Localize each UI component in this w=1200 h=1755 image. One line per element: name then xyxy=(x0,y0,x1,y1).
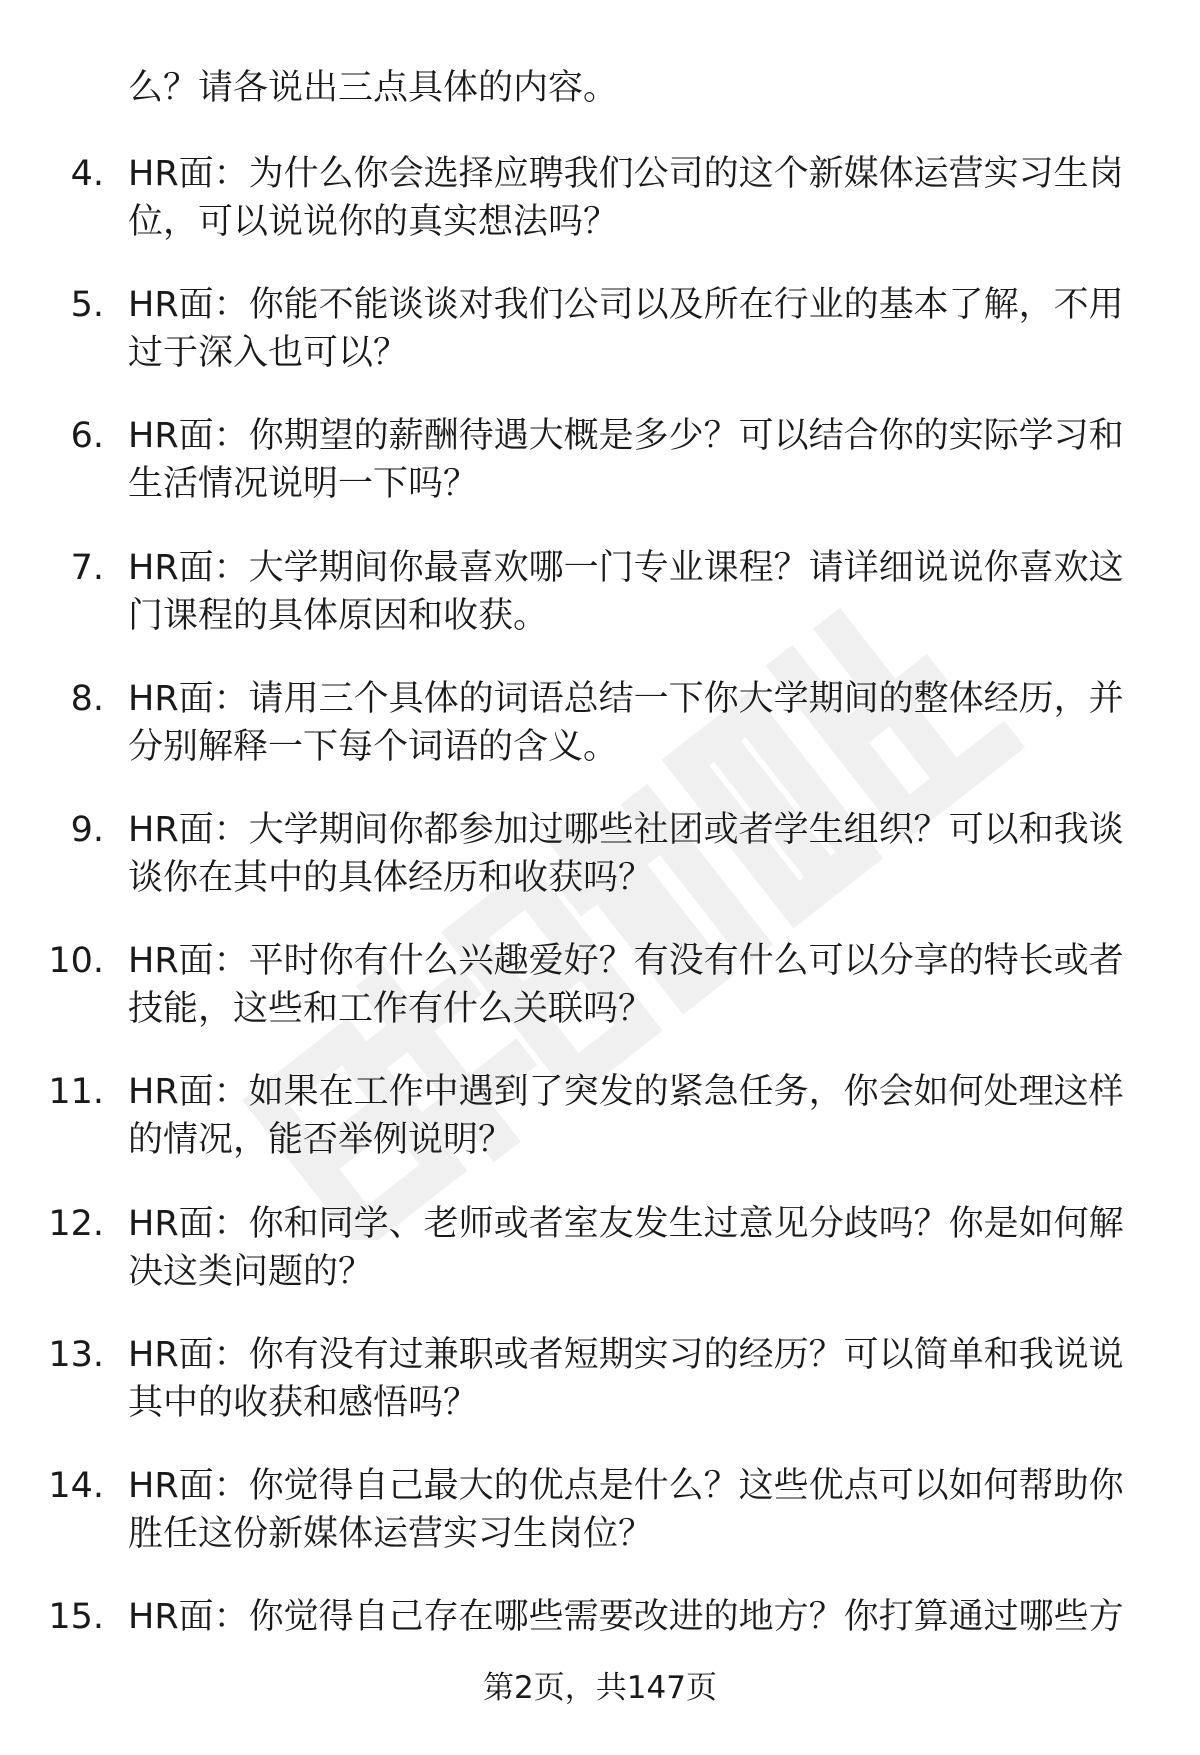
item-number: 7. xyxy=(70,547,104,588)
list-item xyxy=(0,544,1200,675)
item-number: 8. xyxy=(70,678,104,719)
question-text: HR面：大学期间你都参加过哪些社团或者学生组织？可以和我谈 谈你在其中的具体经历和收获吗？ xyxy=(128,809,1124,898)
question-text: HR面：你期望的薪酬待遇大概是多少？可以结合你的实际学习和 生活情况说明一下吗？ xyxy=(128,416,1124,505)
question-text: HR面：为什么你会选择应聘我们公司的这个新媒体运营实习生岗 位，可以说说你的真实想法吗？ xyxy=(128,154,1124,242)
continuation-text: 么？请各说出三点具体的内容。 xyxy=(128,68,619,108)
question-text: HR面：平时你有什么兴趣爱好？有没有什么可以分享的特长或者 技能，这些和工作有什么关联吗？ xyxy=(128,941,1124,1030)
list-item xyxy=(0,150,1200,281)
question-text: HR面：大学期间你最喜欢哪一门专业课程？请详细说说你喜欢这 门课程的具体原因和收获。 xyxy=(128,547,1124,636)
list-item xyxy=(0,806,1200,937)
item-number: 13. xyxy=(48,1334,104,1375)
item-number: 6. xyxy=(70,416,104,457)
list-item xyxy=(0,412,1200,543)
list-item xyxy=(0,1331,1200,1462)
list-item xyxy=(0,675,1200,806)
question-text: HR面：你和同学、老师或者室友发生过意见分歧吗？你是如何解 决这类问题的？ xyxy=(128,1203,1124,1292)
page-footer: 第2页，共147页 xyxy=(483,1670,717,1706)
item-number: 5. xyxy=(70,285,104,326)
question-text: HR面：如果在工作中遇到了突发的紧急任务，你会如何处理这样 的情况，能否举例说明？ xyxy=(128,1072,1124,1161)
list-item xyxy=(0,1200,1200,1331)
question-text: HR面：你觉得自己最大的优点是什么？这些优点可以如何帮助你 胜任这份新媒体运营实习生岗位？ xyxy=(128,1465,1124,1554)
question-text: HR面：你能不能谈谈对我们公司以及所在行业的基本了解，不用 过于深入也可以？ xyxy=(128,285,1124,374)
list-item xyxy=(0,1462,1200,1593)
question-text: HR面：请用三个具体的词语总结一下你大学期间的整体经历，并 分别解释一下每个词语的含义。 xyxy=(128,678,1124,767)
list-item xyxy=(0,1068,1200,1199)
item-number: 4. xyxy=(70,154,104,194)
list-item xyxy=(0,281,1200,412)
list-item xyxy=(0,937,1200,1068)
item-number: 15. xyxy=(48,1597,104,1638)
item-number: 14. xyxy=(48,1465,104,1506)
item-number: 12. xyxy=(48,1203,104,1244)
question-text: HR面：你有没有过兼职或者短期实习的经历？可以简单和我说说 其中的收获和感悟吗？ xyxy=(128,1334,1124,1423)
question-text: HR面：你觉得自己存在哪些需要改进的地方？你打算通过哪些方 xyxy=(128,1597,1124,1638)
item-number: 11. xyxy=(48,1072,104,1113)
question-list xyxy=(0,150,1200,1724)
item-number: 10. xyxy=(48,941,104,982)
item-number: 9. xyxy=(70,809,104,850)
